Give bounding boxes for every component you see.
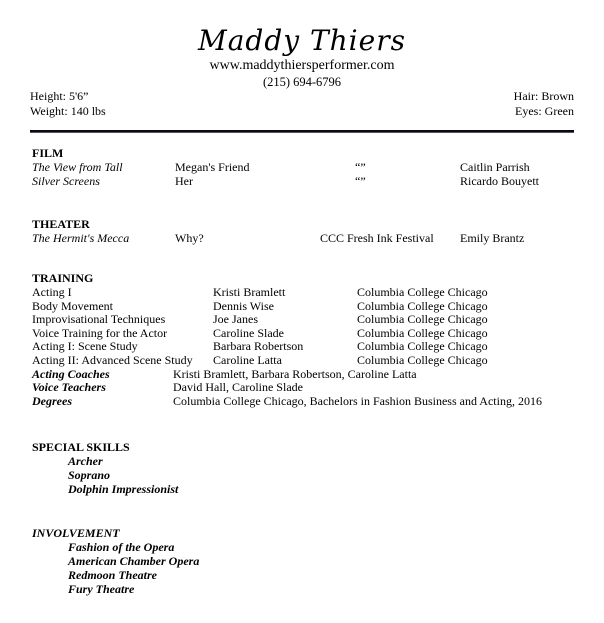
detail-value: Kristi Bramlett, Barbara Robertson, Caroline Latta <box>173 367 417 381</box>
detail-label: Degrees <box>32 394 72 408</box>
role-name: Her <box>175 174 193 188</box>
weight-stat: Weight: 140 lbs <box>30 104 106 118</box>
company-mark: “” <box>355 174 366 188</box>
skill-item: Dolphin Impressionist <box>68 482 179 496</box>
teacher-name: Barbara Robertson <box>213 339 304 353</box>
training-row <box>0 299 604 313</box>
theater-row <box>0 231 604 245</box>
course-name: Acting I <box>32 285 72 299</box>
school-name: Columbia College Chicago <box>357 326 488 340</box>
training-section-heading: TRAINING <box>32 271 94 285</box>
training-detail-row <box>0 380 604 394</box>
eyes-stat: Eyes: Green <box>515 104 574 118</box>
hair-stat: Hair: Brown <box>513 89 574 103</box>
training-row <box>0 285 604 299</box>
film-row <box>0 160 604 174</box>
school-name: Columbia College Chicago <box>357 339 488 353</box>
skill-item: Soprano <box>68 468 111 482</box>
involvement-item: American Chamber Opera <box>68 554 200 568</box>
training-row <box>0 353 604 367</box>
training-row <box>0 312 604 326</box>
school-name: Columbia College Chicago <box>357 285 488 299</box>
director-name: Ricardo Bouyett <box>460 174 539 188</box>
website-url: www.maddythiersperformer.com <box>209 58 395 73</box>
role-name: Megan's Friend <box>175 160 250 174</box>
special-skills-heading: SPECIAL SKILLS <box>32 440 130 454</box>
training-row <box>0 326 604 340</box>
teacher-name: Joe Janes <box>213 312 258 326</box>
teacher-name: Kristi Bramlett <box>213 285 286 299</box>
involvement-item: Redmoon Theatre <box>68 568 157 582</box>
school-name: Columbia College Chicago <box>357 312 488 326</box>
festival-name: CCC Fresh Ink Festival <box>320 231 434 245</box>
detail-value: David Hall, Caroline Slade <box>173 380 303 394</box>
teacher-name: Caroline Latta <box>213 353 282 367</box>
height-stat: Height: 5'6” <box>30 89 89 103</box>
involvement-item: Fashion of the Opera <box>68 540 175 554</box>
involvement-item: Fury Theatre <box>68 582 135 596</box>
school-name: Columbia College Chicago <box>357 353 488 367</box>
training-row <box>0 339 604 353</box>
course-name: Improvisational Techniques <box>32 312 166 326</box>
course-name: Acting I: Scene Study <box>32 339 138 353</box>
detail-value: Columbia College Chicago, Bachelors in Fashion Business and Acting, 2016 <box>173 394 542 408</box>
theater-section-heading: THEATER <box>32 217 90 231</box>
production-title: The View from Tall <box>32 160 123 174</box>
director-name: Emily Brantz <box>460 231 525 245</box>
teacher-name: Dennis Wise <box>213 299 274 313</box>
course-name: Body Movement <box>32 299 113 313</box>
production-title: Silver Screens <box>32 174 100 188</box>
director-name: Caitlin Parrish <box>460 160 530 174</box>
performer-name: Maddy Thiers <box>198 24 406 57</box>
detail-label: Voice Teachers <box>32 380 106 394</box>
divider-line <box>30 130 574 133</box>
training-detail-row <box>0 394 604 408</box>
course-name: Acting II: Advanced Scene Study <box>32 353 193 367</box>
detail-label: Acting Coaches <box>32 367 110 381</box>
production-title: The Hermit's Mecca <box>32 231 130 245</box>
company-mark: “” <box>355 160 366 174</box>
training-detail-row <box>0 367 604 381</box>
film-section-heading: FILM <box>32 146 64 160</box>
course-name: Voice Training for the Actor <box>32 326 168 340</box>
teacher-name: Caroline Slade <box>213 326 284 340</box>
role-name: Why? <box>175 231 204 245</box>
involvement-heading: INVOLVEMENT <box>32 526 120 540</box>
skill-item: Archer <box>68 454 103 468</box>
film-row <box>0 174 604 188</box>
school-name: Columbia College Chicago <box>357 299 488 313</box>
phone-number: (215) 694-6796 <box>262 75 342 89</box>
